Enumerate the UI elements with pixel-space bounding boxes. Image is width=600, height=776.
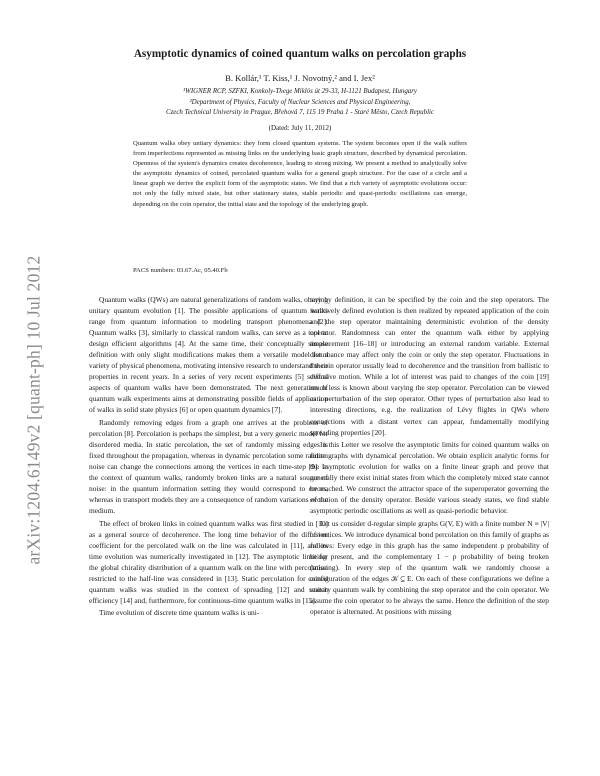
left-column xyxy=(89,294,328,620)
affiliation-2-cont: Czech Technical University in Prague, Břehová 7, 115 19 Praha 1 - Staré Město, Czech Republic xyxy=(166,109,434,116)
arxiv-stamp xyxy=(22,205,46,615)
paper-title: Asymptotic dynamics of coined quantum walks on percolation graphs xyxy=(133,48,467,60)
affiliation-2: ²Department of Physics, Faculty of Nuclear Sciences and Physical Engineering, xyxy=(189,99,411,106)
paragraph: Randomly removing edges from a graph one arrives at the problem of percolation [8]. Percolation is perhaps the simplest, but a very generic model for disordered media. In static percolation, the set of randomly missing edges is fixed throughout the propagation, whereas in dynamic percolation some random noise can change the connections among the vertices in each time-step [9]. In the context of quantum walks, randomly broken links are a natural source of noise: in the quantum information setting they would correspond to errors, whereas in transport models they are a consequence of random variations of the medium. xyxy=(89,417,328,516)
author-list: B. Kollár,¹ T. Kiss,¹ J. Novotný,² and I. Jex² xyxy=(225,73,375,83)
pacs-numbers: PACS numbers: 03.67.Ac, 05.40.Fb xyxy=(133,267,228,274)
right-column xyxy=(310,294,549,618)
affiliation-1: ¹WIGNER RCP, SZFKI, Konkoly-Thege Miklós út 29-33, H-1121 Budapest, Hungary xyxy=(183,88,417,95)
paragraph: The effect of broken links in coined quantum walks was first studied in [10] as a general source of decoherence. The long time behavior of the diffusion coefficient for the percolated walk on the line was calculated in [11], and its time evolution was numerically investigated in [12]. The asymptotic limit for the global chirality distribution of a quantum walk on the line with percolation restricted to the half-line was considered in [13]. Static percolation for coined quantum walks was studied in the context of spreading [12] and search efficiency [14] and, furthermore, for continuous-time quantum walks in [15]. xyxy=(89,518,328,605)
arxiv-identifier: arXiv:1204.6149v2 [quant-ph] 10 Jul 2012 xyxy=(23,255,44,565)
date-line: (Dated: July 11, 2012) xyxy=(268,124,332,132)
paragraph: Time evolution of discrete time quantum walks is uni- xyxy=(99,608,260,618)
paragraph: Quantum walks (QWs) are natural generalizations of random walks, obeying unitary quantum evolution [1]. The possible applications of quantum walks range from quantum information to modeling transport phenomena [2]. Quantum walks [3], similarly to classical random walks, can serve as a tool to design efficient algorithms [4]. At the same time, their conceptually simple definition with only slight modifications makes them a versatile model for a variety of physical phenomena, motivating intensive research to understand their properties in recent years. In a series of very recent experiments [5] several aspects of quantum walks have been demonstrated. The next generation of quantum walk experiments aims at demonstrating possible fields of application of walks in solid state physics [6] or open quantum dynamics [7]. xyxy=(89,295,328,415)
abstract: Quantum walks obey unitary dynamics: they form closed quantum systems. The system becomes open if the walk suffers from imperfections represented as missing links on the underlying basic graph structure, described by dynamical percolation. Openness of the system's dynamics creates decoherence, leading to strong mixing. We present a method to analytically solve the asymptotic dynamics of coined, percolated quantum walks for a general graph structure. For the case of a circle and a linear graph we derive the explicit form of the asymptotic states. We find that a rich variety of asymptotic evolutions occur: not only the fully mixed state, but other stationary states, stable periodic and quasi-periodic oscillations can emerge, depending on the coin operator, the initial state and the topology of the underlying graph. xyxy=(133,140,467,208)
paragraph: tary by definition, it can be specified by the coin and the step operators. The iteratively defined evolution is then realized by repeated application of the coin and the step operator maintaining deterministic evolution of the density operator. Randomness can enter the quantum walk either by applying measurement [16–18] or introducing an external random variable. External disturbance may affect only the coin or only the step operator. Fluctuations in the coin operator usually lead to decoherence and the transition from ballistic to diffusive motion. While a lot of interest was paid to changes of the coin [19] much less is known about varying the step operator. Percolation can be viewed as a perturbation of the step operator. Other types of perturbation also lead to interesting directions, e.g. the realization of Lévy flights in QWs where connections with a distant vertex can appear, fundamentally modifying spreading properties [20]. xyxy=(310,295,549,437)
paragraph: Let us consider d-regular simple graphs G(V, E) with a finite number N ≡ |V| of vertices. We introduce dynamical bond percolation on this family of graphs as follows: Every edge in this graph has the same independent p probability of being present, and the complementary 1 − p probability of being broken (missing). In every step of the quantum walk we randomly choose a configuration of the edges 𝒦 ⊆ E. On each of these configurations we define a unitary quantum walk by combining the step operator and the coin operator. We assume the coin operator to be always the same. Hence the definition of the step operator is alternated. At positions with missing xyxy=(310,518,549,616)
paragraph: In this Letter we resolve the asymptotic limits for coined quantum walks on finite graphs with dynamical percolation. We obtain explicit analytic forms for the asymptotic evolution for walks on a finite linear graph and prove that generally there exist initial states from which the completely mixed state cannot be reached. We construct the attractor space of the superoperator governing the evolution of the density operator. Beside various steady states, we find stable asymptotic periodic oscillations as well as quasi-periodic behavior. xyxy=(310,439,549,516)
